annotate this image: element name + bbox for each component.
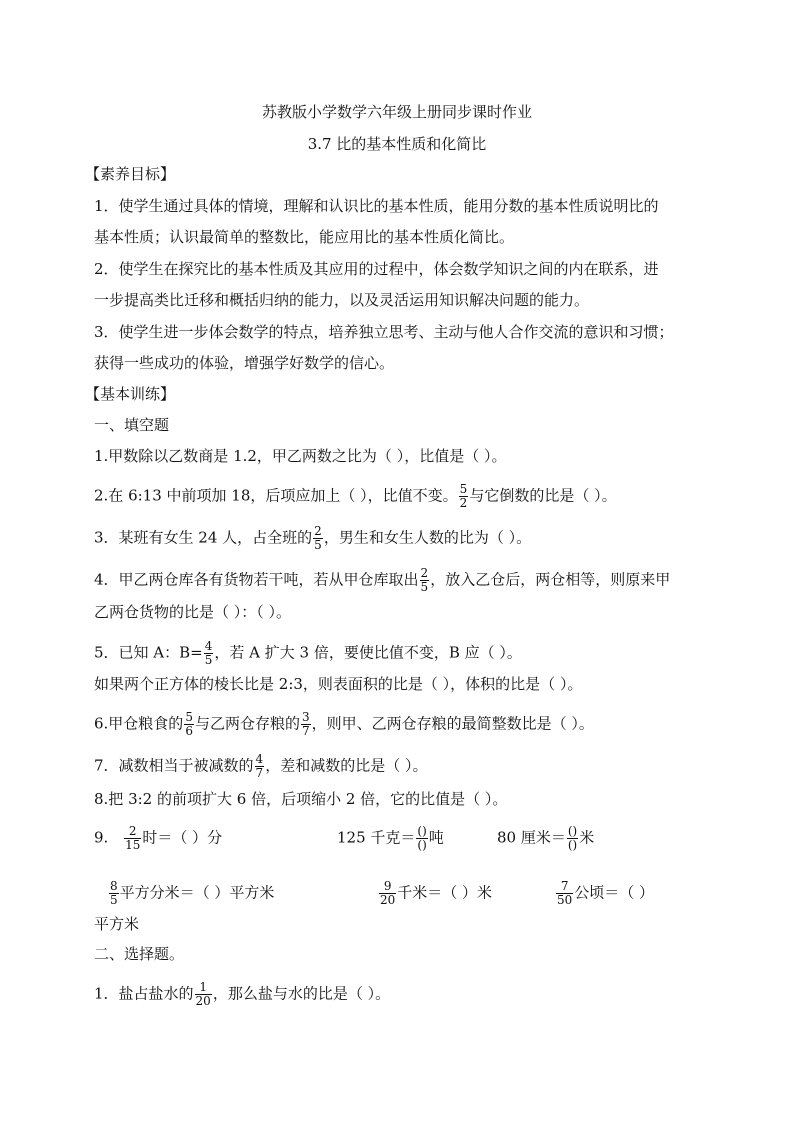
question-4 bbox=[94, 567, 670, 594]
question-4-text-a: 4．甲乙两仓库各有货物若干吨，若从甲仓库取出 bbox=[94, 570, 419, 589]
choice-1-text-a: 1．盐占盐水的 bbox=[94, 984, 194, 1003]
fraction-numerator: 8 bbox=[110, 879, 118, 893]
fraction-5-2 bbox=[459, 483, 469, 510]
question-3 bbox=[94, 525, 531, 552]
goal-1-line-2: 基本性质；认识最简单的整数比，能应用比的基本性质化简比。 bbox=[94, 228, 515, 246]
fraction-denominator: 7 bbox=[255, 766, 264, 780]
fraction-denominator: 6 bbox=[185, 724, 193, 738]
question-8: 8.把 3:2 的前项扩大 6 倍，后项缩小 2 倍，它的比值是（ ）。 bbox=[94, 790, 508, 808]
fraction-numerator: 3 bbox=[301, 710, 310, 724]
question-2-text-b: 与它倒数的比是（ ）。 bbox=[469, 486, 617, 505]
question-3-text-a: 3．某班有女生 24 人，占全班的 bbox=[94, 528, 313, 547]
section-basic-heading: 【基本训练】 bbox=[85, 385, 176, 403]
fraction-denominator: 5 bbox=[314, 538, 322, 552]
fraction-2-15 bbox=[124, 825, 141, 852]
question-6 bbox=[94, 711, 594, 738]
question-6-text-a: 6.甲仓粮食的 bbox=[94, 714, 184, 733]
fraction-1-20 bbox=[195, 981, 212, 1008]
fraction-numerator: 2 bbox=[128, 824, 137, 838]
worksheet-title: 苏教版小学数学六年级上册同步课时作业 bbox=[261, 103, 532, 121]
fraction-denominator: 20 bbox=[195, 994, 211, 1008]
question-9-text-c2: 米 bbox=[579, 828, 595, 847]
fraction-denominator: 5 bbox=[204, 653, 213, 667]
fraction-numerator: () bbox=[567, 824, 578, 838]
fraction-numerator: 7 bbox=[560, 879, 569, 893]
question-2 bbox=[94, 483, 617, 510]
question-7 bbox=[94, 753, 427, 780]
fraction-7-50 bbox=[556, 880, 573, 907]
fraction-numerator: 4 bbox=[204, 639, 213, 653]
lesson-subtitle: 3.7 比的基本性质和化简比 bbox=[307, 135, 487, 153]
question-9-text-d: 平方分米＝（ ）平方米 bbox=[119, 883, 275, 902]
question-9-number: 9. bbox=[94, 828, 109, 847]
question-9-text-e: 千米＝（ ）米 bbox=[397, 883, 493, 902]
fraction-denominator: () bbox=[567, 838, 578, 852]
question-9-row-1-b bbox=[337, 825, 444, 852]
question-5-line-2: 如果两个正方体的棱长比是 2:3，则表面积的比是（ ），体积的比是（ ）。 bbox=[94, 675, 583, 693]
question-4-line-2: 乙两仓货物的比是（ ）：（ ）。 bbox=[94, 603, 292, 621]
fraction-denominator: () bbox=[417, 838, 427, 852]
question-6-text-c: ，则甲、乙两仓存粮的最简整数比是（ ）。 bbox=[311, 714, 594, 733]
question-9-text-a: 时＝（ ）分 bbox=[142, 828, 223, 847]
question-5 bbox=[94, 640, 522, 667]
question-2-text-a: 2.在 6:13 中前项加 18，后项应加上（ ），比值不变。 bbox=[94, 486, 458, 505]
fraction-numerator: 2 bbox=[314, 524, 322, 538]
goal-2-line-2: 一步提高类比迁移和概括归纳的能力，以及灵活运用知识解决问题的能力。 bbox=[94, 291, 590, 309]
fraction-denominator: 5 bbox=[110, 893, 118, 907]
fraction-denominator: 20 bbox=[380, 893, 396, 907]
goal-3-line-1: 3．使学生进一步体会数学的特点，培养独立思考、主动与他人合作交流的意识和习惯； bbox=[94, 323, 674, 341]
question-5-text-b: ，若 A 扩大 3 倍，要使比值不变，B 应（ ）。 bbox=[214, 643, 522, 662]
question-9-row-2-a bbox=[108, 880, 274, 907]
fraction-4-7 bbox=[255, 753, 265, 780]
goal-2-line-1: 2．使学生在探究比的基本性质及其应用的过程中，体会数学知识之间的内在联系，进 bbox=[94, 260, 659, 278]
fraction-8-5 bbox=[109, 880, 119, 907]
choice-question-1 bbox=[94, 981, 390, 1008]
fraction-denominator: 2 bbox=[459, 496, 468, 510]
fraction-numerator: 2 bbox=[420, 566, 429, 580]
question-4-text-b: ，放入乙仓后，两仓相等，则原来甲 bbox=[430, 570, 671, 589]
question-9-row-2-c bbox=[555, 880, 654, 907]
fraction-2-5 bbox=[313, 525, 323, 552]
fraction-4-5 bbox=[204, 640, 214, 667]
question-9-text-c: 80 厘米＝ bbox=[497, 828, 566, 847]
fraction-3-7 bbox=[301, 711, 311, 738]
question-7-text-a: 7．减数相当于被减数的 bbox=[94, 756, 254, 775]
question-3-text-b: ，男生和女生人数的比为（ ）。 bbox=[323, 528, 532, 547]
question-1: 1.甲数除以乙数商是 1.2，甲乙两数之比为（ ），比值是（ ）。 bbox=[94, 447, 507, 465]
choice-1-text-b: ，那么盐与水的比是（ ）。 bbox=[212, 984, 391, 1003]
fraction-denominator: 7 bbox=[301, 724, 310, 738]
question-9-row-1 bbox=[94, 825, 222, 852]
fraction-numerator: 5 bbox=[185, 710, 193, 724]
part-1-heading: 一、填空题 bbox=[94, 416, 170, 434]
fraction-blank bbox=[416, 825, 427, 852]
question-9-text-b2: 吨 bbox=[428, 828, 444, 847]
question-9-row-1-c bbox=[497, 825, 594, 852]
fraction-9-20 bbox=[379, 880, 396, 907]
fraction-numerator: 1 bbox=[199, 980, 207, 994]
question-5-text-a: 5．已知 A：B= bbox=[94, 643, 203, 662]
section-goals-heading: 【素养目标】 bbox=[85, 165, 176, 183]
question-6-text-b: 与乙两仓存粮的 bbox=[194, 714, 300, 733]
fraction-5-6 bbox=[184, 711, 194, 738]
goal-1-line-1: 1．使学生通过具体的情境，理解和认识比的基本性质，能用分数的基本性质说明比的 bbox=[94, 197, 659, 215]
goal-3-line-2: 获得一些成功的体验，增强学好数学的信心。 bbox=[94, 354, 395, 372]
fraction-denominator: 15 bbox=[125, 838, 141, 852]
question-7-text-b: ，差和减数的比是（ ）。 bbox=[265, 756, 428, 775]
question-9-text-b: 125 千克＝ bbox=[337, 828, 416, 847]
fraction-numerator: 9 bbox=[383, 879, 392, 893]
fraction-numerator: 4 bbox=[255, 752, 264, 766]
fraction-denominator: 5 bbox=[420, 580, 429, 594]
question-9-text-f: 公顷＝（ ） bbox=[574, 883, 655, 902]
question-9-row-2-b bbox=[378, 880, 492, 907]
fraction-2-5 bbox=[420, 567, 430, 594]
part-2-heading: 二、选择题。 bbox=[94, 945, 185, 963]
fraction-blank bbox=[567, 825, 578, 852]
fraction-numerator: () bbox=[417, 824, 427, 838]
fraction-numerator: 5 bbox=[459, 482, 468, 496]
fraction-denominator: 50 bbox=[557, 893, 573, 907]
question-9-row-3: 平方米 bbox=[94, 915, 140, 933]
